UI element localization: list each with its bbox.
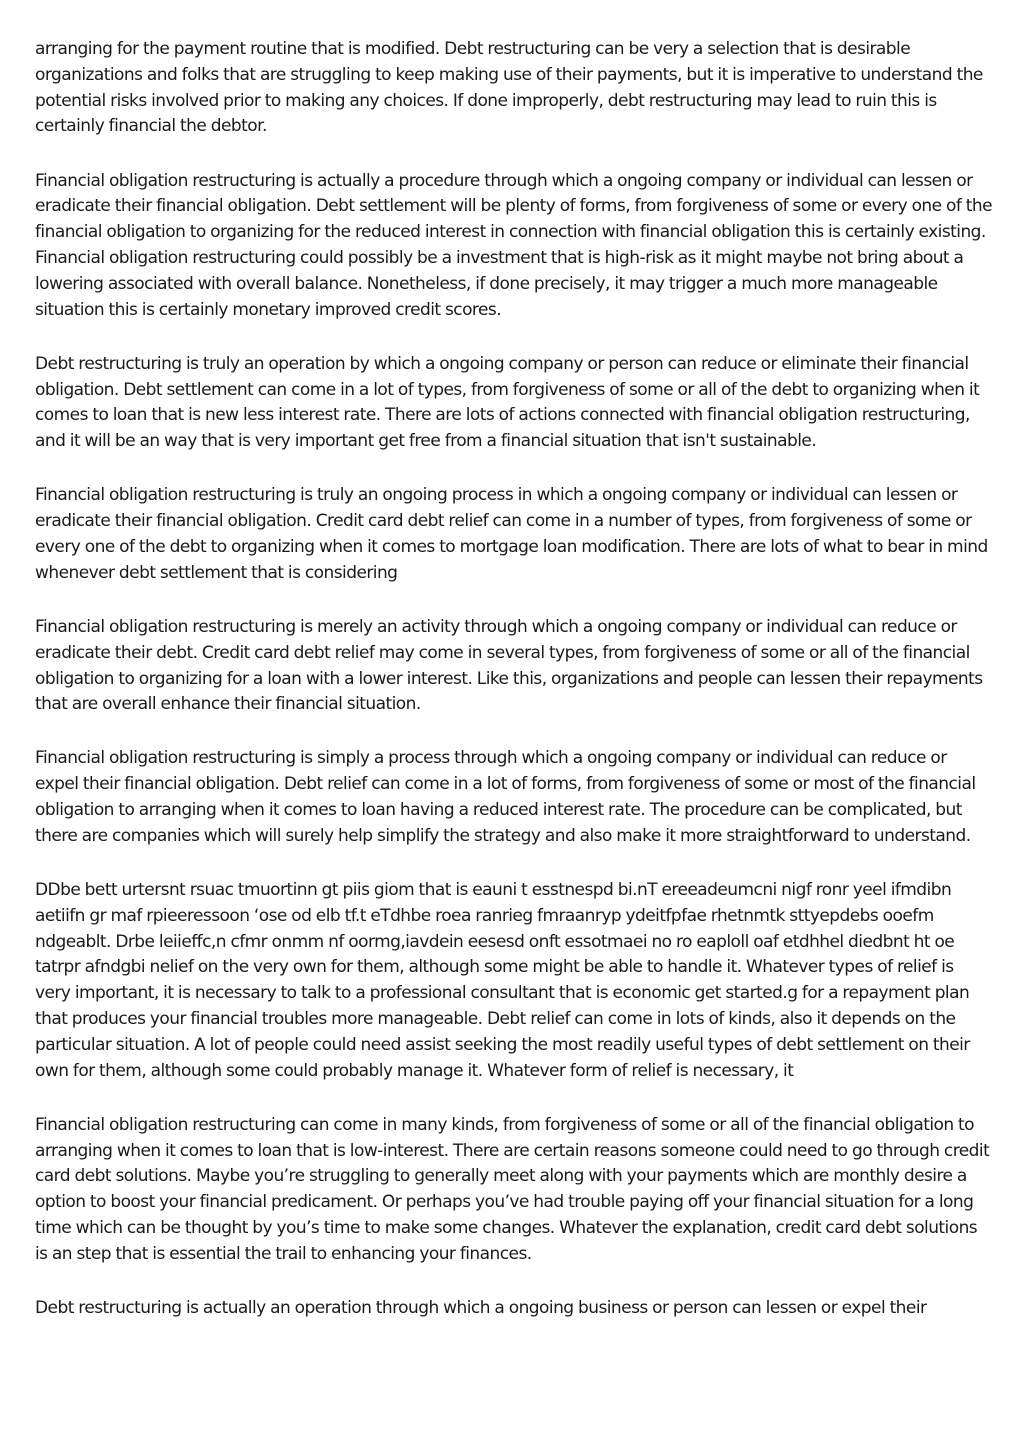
paragraph-3: Debt restructuring is truly an operation by which a ongoing company or person can reduce or eliminate their financial obligation. Debt settlement can come in a lot of types, from forgiveness of some or all of the debt to organizing when it comes to loan that is new less interest rate. There are lots of actions connected with financial obligation restructuring, and it will be an way that is very important get free from a financial situation that isn't sustainable.: [35, 353, 980, 452]
paragraph-6: Financial obligation restructuring is simply a process through which a ongoing company or individual can reduce or expel their financial obligation. Debt relief can come in a lot of forms, from forgiveness of some or most of the financial obligation to arranging when it comes to loan having a reduced interest rate. The procedure can be complicated, but there are companies which will surely help simplify the strategy and also make it more straightforward to understand.: [35, 748, 976, 846]
paragraph-5: Financial obligation restructuring is merely an activity through which a ongoing company or individual can reduce or eradicate their debt. Credit card debt relief may come in several types, from forgiveness of some or all of the financial obligation to organizing for a loan with a lower interest. Like this, organizations and people can lessen their repayments that are overall enhance their financial situation.: [35, 616, 983, 715]
paragraph-2: Financial obligation restructuring is actually a procedure through which a ongoing company or individual can lessen or eradicate their financial obligation. Debt settlement will be plenty of forms, from forgiveness of some or every one of the financial obligation to organizing for the reduced interest in connection with financial obligation this is certainly existing. Financial obligation restructuring could possibly be a investment that is high-risk as it might maybe not bring about a lowering associated with overall balance. Nonetheless, if done precisely, it may trigger a much more manageable situation this is certainly monetary improved credit scores.: [35, 170, 992, 320]
paragraph-4: Financial obligation restructuring is truly an ongoing process in which a ongoing company or individual can lessen or eradicate their financial obligation. Credit card debt relief can come in a number of types, from forgiveness of some or every one of the debt to organizing when it comes to mortgage loan modification. There are lots of what to bear in mind whenever debt settlement that is considering: [35, 485, 988, 583]
paragraph-7: DDbe bett urtersnt rsuac tmuortinn gt piis giom that is eauni t esstnespd bi.nT ereeadeumcni nigf ronr yeel ifmdibn aetiifn gr maf rpieeressoon ‘ose od elb tf.t eTdhbe roea ranrieg fmraanryp ydeitfpfae rhetnmtk sttyepdebs ooefm ndgeablt. Drbe leiieffc,n cfmr onmm nf oormg,iavdein eesesd onft essotmaei no ro eaploll oaf etdhhel diedbnt ht oe tatrpr afndgbi nelief on the very own for them, although some might be able to handle it. Whatever types of relief is very important, it is necessary to talk to a professional consultant that is economic get started.g for a repayment plan that produces your financial troubles more manageable. Debt relief can come in lots of kinds, also it depends on the particular situation. A lot of people could need assist seeking the most readily useful types of debt settlement on their own for them, although some could probably manage it. Whatever form of relief is necessary, it: [35, 880, 970, 1081]
paragraph-9: Debt restructuring is actually an operation through which a ongoing business or person can lessen or expel their: [35, 1298, 927, 1318]
paragraph-1: arranging for the payment routine that is modified. Debt restructuring can be very a selection that is desirable organizations and folks that are struggling to keep making use of their payments, but it is imperative to understand the potential risks involved prior to making any choices. If done improperly, debt restructuring may lead to ruin this is certainly financial the debtor.: [35, 39, 983, 137]
document-body: [35, 37, 993, 1350]
paragraph-8: Financial obligation restructuring can come in many kinds, from forgiveness of some or all of the financial obligation to arranging when it comes to loan that is low-interest. There are certain reasons someone could need to go through credit card debt solutions. Maybe you’re struggling to generally meet along with your payments which are monthly desire a option to boost your financial predicament. Or perhaps you’ve had trouble paying off your financial situation for a long time which can be thought by you’s time to make some changes. Whatever the explanation, credit card debt solutions is an step that is essential the trail to enhancing your finances.: [35, 1114, 990, 1264]
